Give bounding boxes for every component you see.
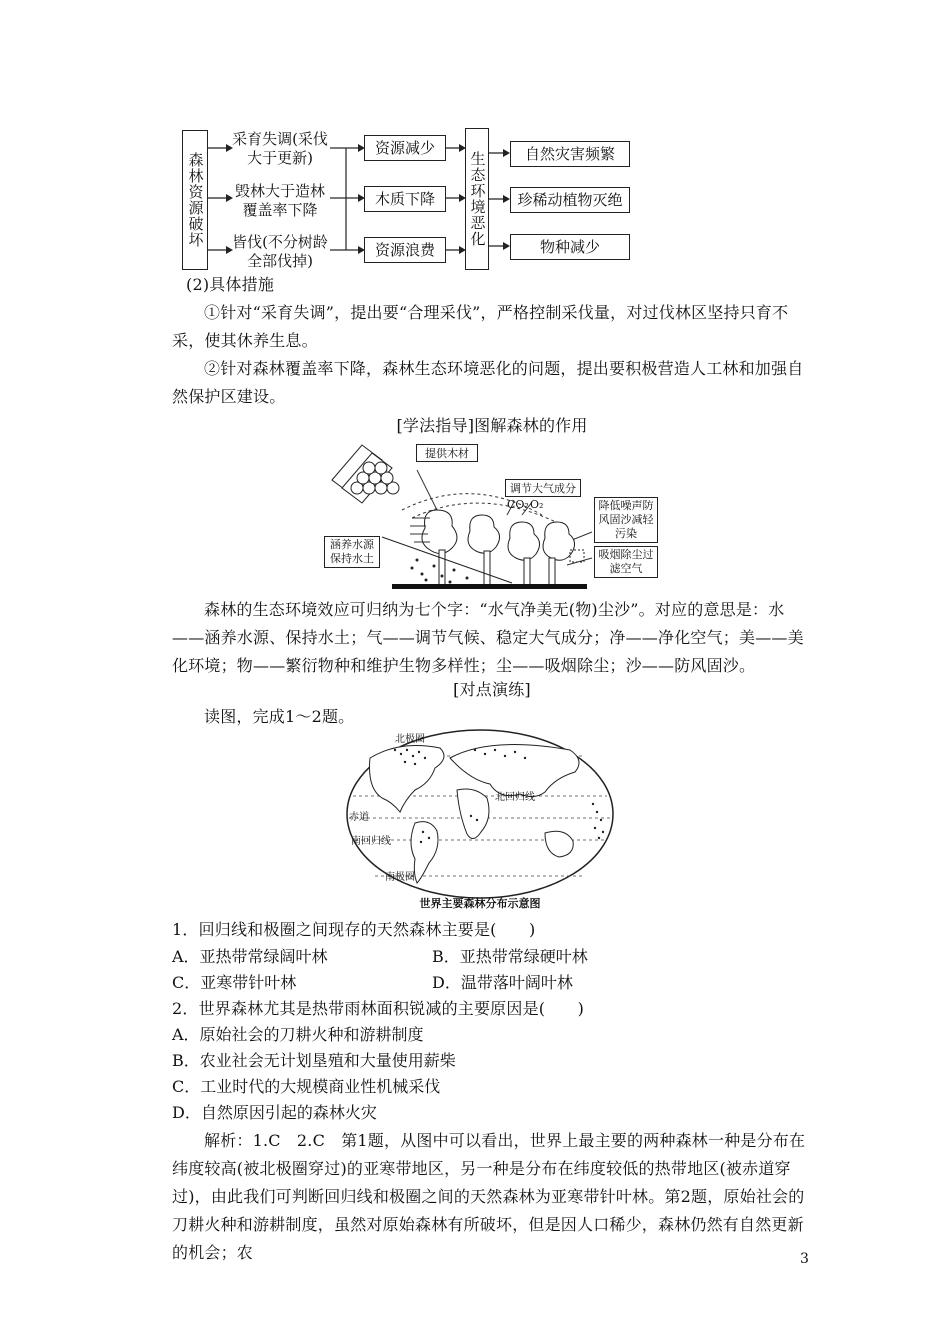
flow-result-2: 珍稀动植物灭绝 <box>510 187 630 213</box>
analysis: 解析：1.C 2.C 第1题，从图中可以看出，世界上最主要的两种森林一种是分布在纬度较高(被北极圈穿过)的亚寒带地区，另一种是分布在纬度较低的热带地区(被赤道穿过)，由此我们可判断回归线和极圈之间的天然森林为亚寒带针叶林。第2题，原始社会的刀耕火种和游耕制度，虽然对原始森林有所破坏，但是因人口稀少，森林仍然有自然更新的机会；农 <box>172 1131 806 1262</box>
flow-mid-2: 木质下降 <box>364 186 446 212</box>
map-label-equator: 赤道 <box>349 812 369 823</box>
trees-icon <box>422 510 575 585</box>
q1-option-b: B．亚热带常绿硬叶林 <box>432 947 588 966</box>
flow-mid-1: 资源减少 <box>364 135 446 161</box>
flow-cause-2: 毁林大于造林覆盖率下降 <box>234 182 325 219</box>
label-dust: 吸烟除尘过滤空气 <box>594 546 658 578</box>
page-number: 3 <box>800 1251 809 1267</box>
flow-center-box: 生态环境恶化 <box>465 128 489 270</box>
q1-option-a: A．亚热带常绿阔叶林 <box>172 947 328 966</box>
map-label-arctic: 北极圈 <box>395 734 425 745</box>
flow-cause-3: 皆伐(不分树龄全部伐掉) <box>232 233 328 270</box>
practice-title: [对点演练] <box>453 680 531 699</box>
q1-stem: 1．回归线和极圈之间现存的天然森林主要是( ) <box>172 920 536 939</box>
q1-option-d: D．温带落叶阔叶林 <box>432 973 573 992</box>
practice-intro: 读图，完成1～2题。 <box>204 707 355 726</box>
guide-summary: 森林的生态环境效应可归纳为七个字：“水气净美无(物)尘沙”。对应的意思是：水——涵养水源、保持水土；气——调节气候、稳定大气成分；净——净化空气；美——美化环境；物——繁衍物种和维护生物多样性；尘——吸烟除尘；沙——防风固沙。 <box>172 600 804 675</box>
label-wood: 提供木材 <box>416 444 478 462</box>
q2-stem: 2．世界森林尤其是热带雨林面积锐减的主要原因是( ) <box>172 999 585 1018</box>
q1-option-c: C．亚寒带针叶林 <box>172 973 297 992</box>
label-noise: 降低噪声防风固沙减轻污染 <box>594 497 658 543</box>
measures-item-2: ②针对森林覆盖率下降，森林生态环境恶化的问题，提出要积极营造人工林和加强自然保护区建设。 <box>172 359 804 406</box>
q2-option-c: C．工业时代的大规模商业性机械采伐 <box>172 1077 441 1096</box>
label-o2: O₂ <box>530 498 544 511</box>
flow-mid-3: 资源浪费 <box>364 237 446 263</box>
flow-result-1: 自然灾害频繁 <box>510 141 630 167</box>
logs-icon <box>332 445 399 503</box>
guide-title: [学法指导]图解森林的作用 <box>396 416 588 435</box>
label-water: 涵养水源保持水土 <box>324 536 380 568</box>
map-label-tropic-s: 南回归线 <box>351 836 391 847</box>
flow-cause-1: 采育失调(采伐大于更新) <box>232 130 328 167</box>
map-caption: 世界主要森林分布示意图 <box>419 897 541 910</box>
measures-item-1: ①针对“采育失调”，提出要“合理采伐”，严格控制采伐量，对过伐林区坚持只育不采，使其休养生息。 <box>172 303 789 350</box>
label-co2: CO₂ <box>507 498 529 511</box>
q2-option-d: D．自然原因引起的森林火灾 <box>172 1103 377 1122</box>
label-air: 调节大气成分 <box>505 479 581 497</box>
q2-option-b: B．农业社会无计划垦殖和大量使用薪柴 <box>172 1051 456 1070</box>
world-forest-map <box>345 728 615 913</box>
map-label-tropic-n: 北回归线 <box>495 792 535 803</box>
flow-root-box: 森林资源破坏 <box>182 130 208 270</box>
flow-result-3: 物种减少 <box>510 234 630 260</box>
measures-heading: (2)具体措施 <box>186 275 275 294</box>
q2-option-a: A．原始社会的刀耕火种和游耕制度 <box>172 1025 424 1044</box>
forest-function-figure <box>322 440 662 590</box>
map-label-antarctic: 南极圈 <box>385 872 415 883</box>
